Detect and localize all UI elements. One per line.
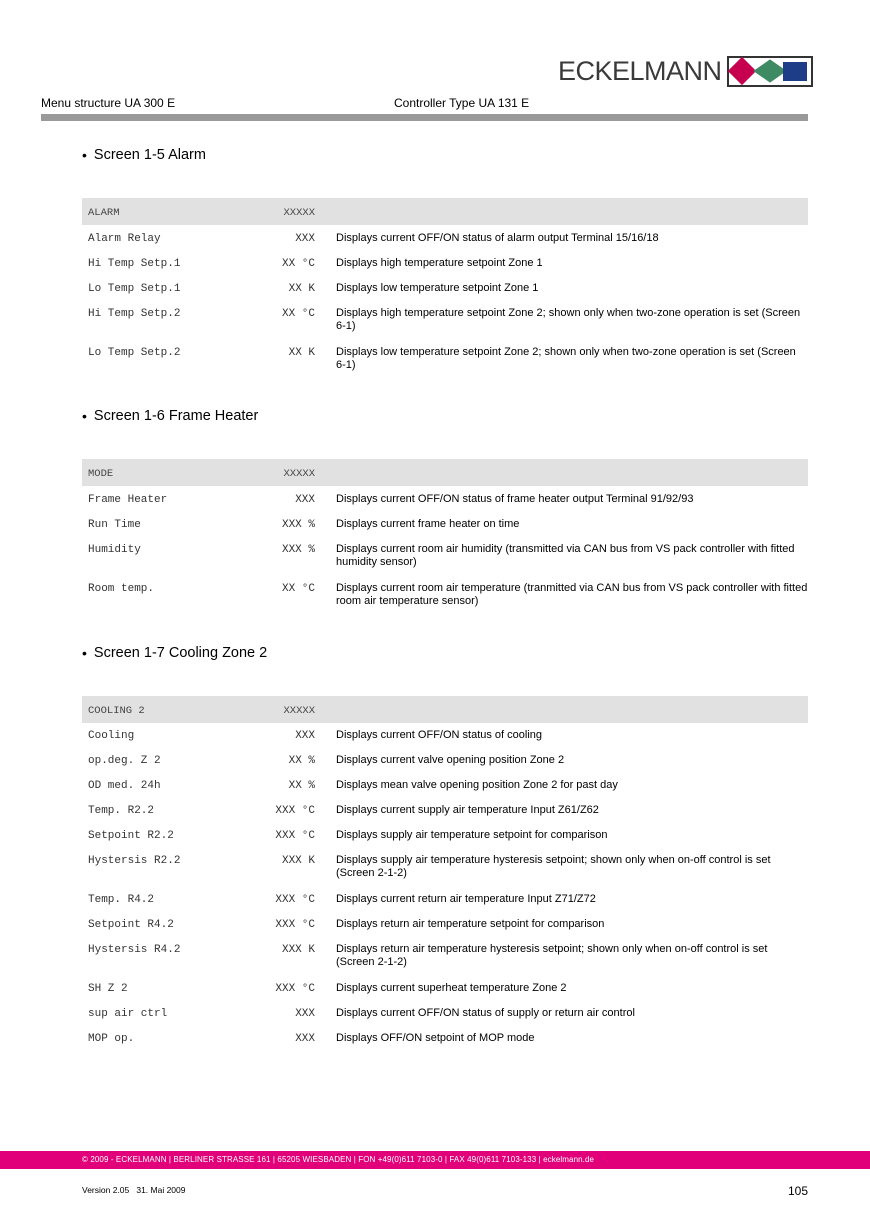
- row-description: Displays current room air humidity (transmitted via CAN bus from VS pack controller with fitted humidity sensor): [336, 543, 795, 568]
- row-description: Displays current return air temperature Input Z71/Z72: [336, 893, 596, 905]
- row-description: Displays mean valve opening position Zone 2 for past day: [336, 779, 618, 791]
- row-description: Displays supply air temperature hysteresis setpoint; shown only when on-off control is set (Screen 2-1-2): [336, 854, 771, 879]
- row-value: XXX %: [281, 519, 315, 531]
- row-value: XX %: [288, 755, 315, 767]
- row-name: OD med. 24h: [88, 780, 161, 792]
- row-description: Displays high temperature setpoint Zone 2; shown only when two-zone operation is set (Screen 6-1): [336, 307, 801, 332]
- logo-text: ECKELMANN: [558, 56, 722, 86]
- row-description: Displays current room air temperature (tranmitted via CAN bus from VS pack controller with fitted room air temperature sensor): [336, 582, 808, 607]
- row-value: XXX °C: [275, 894, 315, 906]
- table-header-value: XXXXX: [283, 705, 315, 717]
- row-value: XXX: [295, 494, 315, 506]
- row-name: Temp. R2.2: [88, 805, 155, 817]
- row-name: Temp. R4.2: [88, 894, 155, 906]
- bullet-icon: •: [82, 408, 87, 424]
- row-value: XX K: [288, 347, 315, 359]
- row-name: op.deg. Z 2: [88, 755, 161, 767]
- footer-version: Version 2.05 31. Mai 2009: [82, 1185, 186, 1195]
- row-name: SH Z 2: [88, 983, 128, 995]
- row-name: Hi Temp Setp.2: [88, 308, 181, 320]
- row-value: XXX °C: [275, 805, 315, 817]
- row-value: XXX %: [281, 544, 315, 556]
- footer-bar: [0, 1151, 870, 1169]
- row-name: Frame Heater: [88, 494, 168, 506]
- section-title-frame-heater: [82, 408, 258, 424]
- bullet-icon: •: [82, 147, 87, 163]
- row-value: XX K: [288, 283, 315, 295]
- row-name: Setpoint R2.2: [88, 830, 174, 842]
- bullet-icon: •: [82, 645, 87, 661]
- row-description: Displays low temperature setpoint Zone 2; shown only when two-zone operation is set (Screen 6-1): [336, 346, 796, 371]
- eckelmann-logo: [558, 56, 813, 87]
- row-value: XXX: [295, 233, 315, 245]
- row-description: Displays current supply air temperature Input Z61/Z62: [336, 804, 599, 816]
- table-header-value: XXXXX: [283, 207, 315, 219]
- row-description: Displays current frame heater on time: [336, 518, 520, 530]
- section-title-cooling-zone-2: [82, 645, 267, 661]
- row-name: Hystersis R4.2: [88, 944, 181, 956]
- logo-mark-icon: [727, 56, 813, 87]
- table-header: [82, 198, 808, 225]
- section-title-text: Screen 1-7 Cooling Zone 2: [93, 645, 268, 661]
- row-value: XX °C: [281, 583, 315, 595]
- row-description: Displays current OFF/ON status of frame heater output Terminal 91/92/93: [336, 493, 694, 505]
- row-description: Displays current valve opening position Zone 2: [336, 754, 565, 766]
- page-number: 105: [787, 1184, 808, 1198]
- table-header-name: MODE: [88, 468, 114, 480]
- row-name: Hystersis R2.2: [88, 855, 181, 867]
- table-header-value: XXXXX: [283, 468, 315, 480]
- footer-address: © 2009 - ECKELMANN | BERLINER STRASSE 161 | 65205 WIESBADEN | FON +49(0)611 7103-0 | FAX 49(0)611 7103-133 | eckelmann.de: [82, 1155, 595, 1164]
- row-name: sup air ctrl: [88, 1008, 168, 1020]
- table-header: [82, 696, 808, 723]
- row-name: Humidity: [88, 544, 141, 556]
- row-name: Lo Temp Setp.2: [88, 347, 181, 359]
- row-description: Displays OFF/ON setpoint of MOP mode: [336, 1032, 535, 1044]
- row-name: Room temp.: [88, 583, 155, 595]
- row-name: Hi Temp Setp.1: [88, 258, 181, 270]
- header-doc-title: Menu structure UA 300 E: [41, 96, 176, 110]
- row-description: Displays return air temperature setpoint for comparison: [336, 918, 605, 930]
- row-name: Cooling: [88, 730, 135, 742]
- row-description: Displays return air temperature hysteresis setpoint; shown only when on-off control is set (Screen 2-1-2): [336, 943, 768, 968]
- section-title-alarm: [82, 147, 206, 163]
- row-value: XXX K: [281, 944, 315, 956]
- row-value: XXX °C: [275, 919, 315, 931]
- table-header: [82, 459, 808, 486]
- row-value: XXX °C: [275, 983, 315, 995]
- row-description: Displays current superheat temperature Zone 2: [336, 982, 567, 994]
- section-title-text: Screen 1-5 Alarm: [93, 147, 206, 163]
- row-name: Setpoint R4.2: [88, 919, 174, 931]
- row-description: Displays supply air temperature setpoint for comparison: [336, 829, 608, 841]
- row-name: Alarm Relay: [88, 233, 161, 245]
- row-name: MOP op.: [88, 1033, 135, 1045]
- row-value: XX %: [288, 780, 315, 792]
- row-description: Displays current OFF/ON status of cooling: [336, 729, 543, 741]
- header-divider: [41, 114, 808, 121]
- row-description: Displays current OFF/ON status of alarm output Terminal 15/16/18: [336, 232, 659, 244]
- row-name: Lo Temp Setp.1: [88, 283, 181, 295]
- row-description: Displays high temperature setpoint Zone 1: [336, 257, 543, 269]
- section-title-text: Screen 1-6 Frame Heater: [93, 408, 259, 424]
- row-value: XXX: [295, 730, 315, 742]
- row-value: XX °C: [281, 308, 315, 320]
- header-controller-type: Controller Type UA 131 E: [394, 96, 530, 110]
- row-description: Displays low temperature setpoint Zone 1: [336, 282, 539, 294]
- row-value: XXX K: [281, 855, 315, 867]
- table-header-name: ALARM: [88, 207, 120, 219]
- row-value: XXX: [295, 1033, 315, 1045]
- row-description: Displays current OFF/ON status of supply or return air control: [336, 1007, 635, 1019]
- row-name: Run Time: [88, 519, 141, 531]
- row-value: XXX: [295, 1008, 315, 1020]
- table-header-name: COOLING 2: [88, 705, 145, 717]
- row-value: XXX °C: [275, 830, 315, 842]
- row-value: XX °C: [281, 258, 315, 270]
